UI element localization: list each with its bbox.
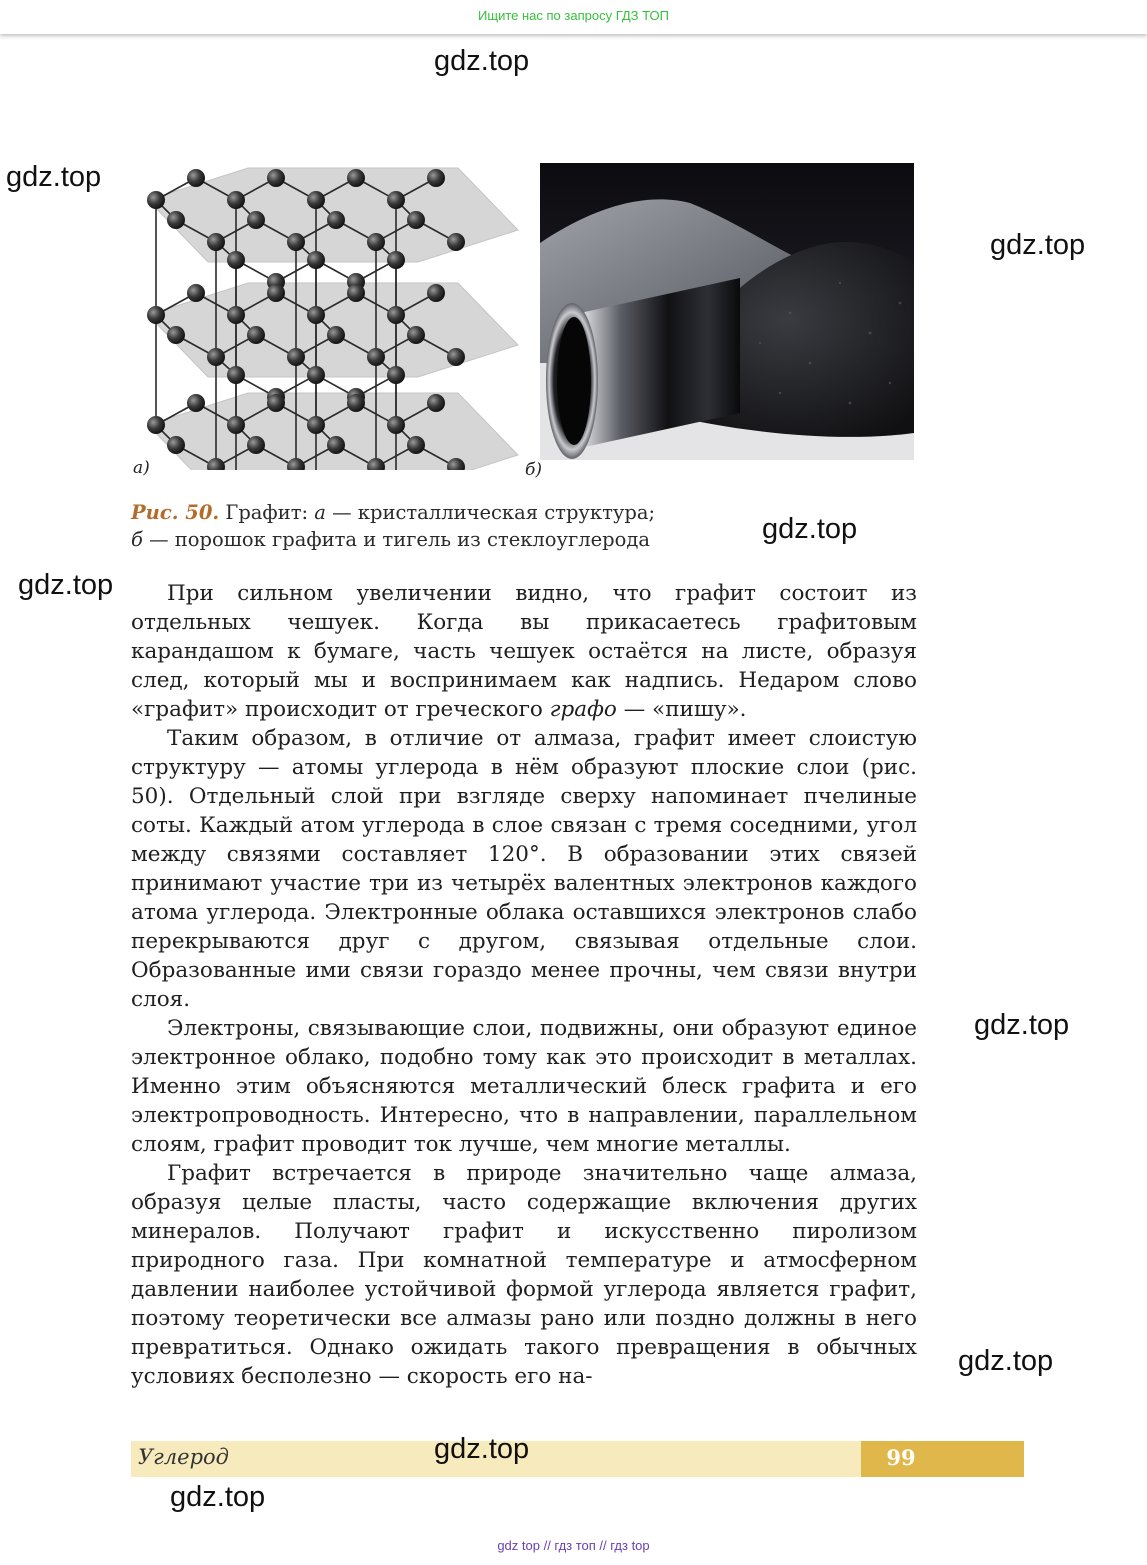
paragraph: [131, 579, 917, 724]
carbon-atom: [147, 416, 165, 434]
carbon-atom: [207, 233, 225, 251]
watermark: gdz.top: [958, 1345, 1054, 1377]
carbon-atom: [327, 326, 345, 344]
carbon-atom: [307, 366, 325, 384]
page-number: 99: [886, 1445, 916, 1470]
carbon-atom: [167, 211, 185, 229]
footer-section-title: Углерод: [138, 1445, 229, 1469]
paragraph: Электроны, связывающие слои, подвижны, они образуют единое электронное облако, подобно тому как это происходит в металлах. Именно этим объясняются металлический блеск графита и его электропроводность. Интересно, что в направлении, параллельном слоям, графит проводит ток лучше, чем многие металлы.: [131, 1016, 917, 1157]
carbon-atom: [227, 416, 245, 434]
body-text: [131, 579, 917, 1391]
carbon-atom: [287, 348, 305, 366]
caption-letter-a: а: [314, 501, 326, 524]
carbon-atom: [307, 191, 325, 209]
carbon-atom: [447, 348, 465, 366]
carbon-atom: [247, 211, 265, 229]
carbon-atom: [307, 416, 325, 434]
carbon-atom: [387, 416, 405, 434]
watermark: gdz.top: [974, 1009, 1070, 1041]
caption-letter-b: б: [131, 528, 143, 551]
figure-label-a: а): [133, 458, 150, 478]
carbon-atom: [307, 306, 325, 324]
paragraph-text: При сильном увеличении видно, что графит состоит из отдельных чешуек. Когда вы прикасаетесь графитовым карандашом к бумаге, часть чешуек остаётся на листе, образуя след, который мы и воспринимаем как надпись. Недаром слово «графит» происходит от греческого: [131, 581, 917, 722]
graphite-lattice-figure: [128, 160, 528, 470]
carbon-atom: [387, 191, 405, 209]
carbon-atom: [227, 306, 245, 324]
bottom-links[interactable]: gdz top // гдз топ // гдз top: [497, 1538, 650, 1553]
watermark: gdz.top: [18, 569, 114, 601]
paragraph-text: — «пишу».: [616, 697, 747, 722]
carbon-atom: [387, 366, 405, 384]
carbon-atom: [387, 306, 405, 324]
carbon-atom: [267, 394, 285, 412]
carbon-atom: [187, 394, 205, 412]
carbon-atom: [227, 191, 245, 209]
carbon-atom: [287, 233, 305, 251]
carbon-atom: [407, 326, 425, 344]
carbon-atom: [347, 284, 365, 302]
carbon-atom: [427, 284, 445, 302]
paragraph: Таким образом, в отличие от алмаза, графит имеет слоистую структуру — атомы углерода в нём образуют плоские слои (рис. 50). Отдельный слой при взгляде сверху напоминает пчелиные соты. Каждый атом углерода в слое связан с тремя соседними, угол между связями составляет 120°. В образовании этих связей принимают участие три из четырёх валентных электронов каждого атома углерода. Электронные облака оставшихся электронов слабо перекрываются друг с другом, связывая отдельные слои. Образованные ими связи гораздо менее прочны, чем связи внутри слоя.: [131, 726, 917, 1012]
carbon-atom: [427, 394, 445, 412]
carbon-atom: [187, 284, 205, 302]
carbon-atom: [167, 326, 185, 344]
carbon-atom: [227, 366, 245, 384]
carbon-atom: [167, 436, 185, 454]
caption-text: — порошок графита и тигель из стеклоуглерода: [142, 528, 651, 551]
carbon-atom: [307, 251, 325, 269]
watermark: gdz.top: [170, 1481, 266, 1513]
watermark: gdz.top: [6, 161, 102, 193]
carbon-atom: [147, 306, 165, 324]
paragraph-italic: графо: [549, 697, 617, 722]
carbon-atom: [427, 169, 445, 187]
graphite-powder-photo: [540, 163, 914, 460]
figure-label-b: б): [525, 460, 543, 480]
carbon-atom: [227, 251, 245, 269]
watermark: gdz.top: [434, 45, 530, 77]
carbon-atom: [347, 394, 365, 412]
carbon-atom: [367, 348, 385, 366]
carbon-atom: [247, 326, 265, 344]
carbon-atom: [147, 191, 165, 209]
paragraph: Графит встречается в природе значительно чаще алмаза, образуя целые пласты, часто содержащие включения других минералов. Получают графит и искусственно пиролизом природного газа. При комнатной температуре и атмосферном давлении наиболее устойчивой формой углерода является графит, поэтому теоретически все алмазы рано или поздно должны в него превратиться. Однако ожидать такого превращения в обычных условиях бесполезно — скорость его на-: [131, 1161, 917, 1389]
carbon-atom: [327, 436, 345, 454]
caption-text: — кристаллическая структура;: [325, 501, 656, 524]
carbon-atom: [387, 251, 405, 269]
top-banner[interactable]: Ищите нас по запросу ГДЗ ТОП: [0, 0, 1147, 34]
carbon-atom: [347, 169, 365, 187]
watermark: gdz.top: [762, 513, 858, 545]
figure-caption: [131, 499, 751, 553]
carbon-atom: [267, 169, 285, 187]
carbon-atom: [187, 169, 205, 187]
carbon-atom: [247, 436, 265, 454]
watermark: gdz.top: [990, 229, 1086, 261]
carbon-atom: [407, 211, 425, 229]
caption-text: Графит:: [219, 501, 315, 524]
carbon-atom: [447, 233, 465, 251]
watermark: gdz.top: [434, 1433, 530, 1465]
carbon-atom: [327, 211, 345, 229]
carbon-atom: [207, 348, 225, 366]
carbon-atom: [407, 436, 425, 454]
figure-number: Рис. 50.: [131, 501, 220, 524]
carbon-atom: [267, 284, 285, 302]
carbon-atom: [367, 233, 385, 251]
